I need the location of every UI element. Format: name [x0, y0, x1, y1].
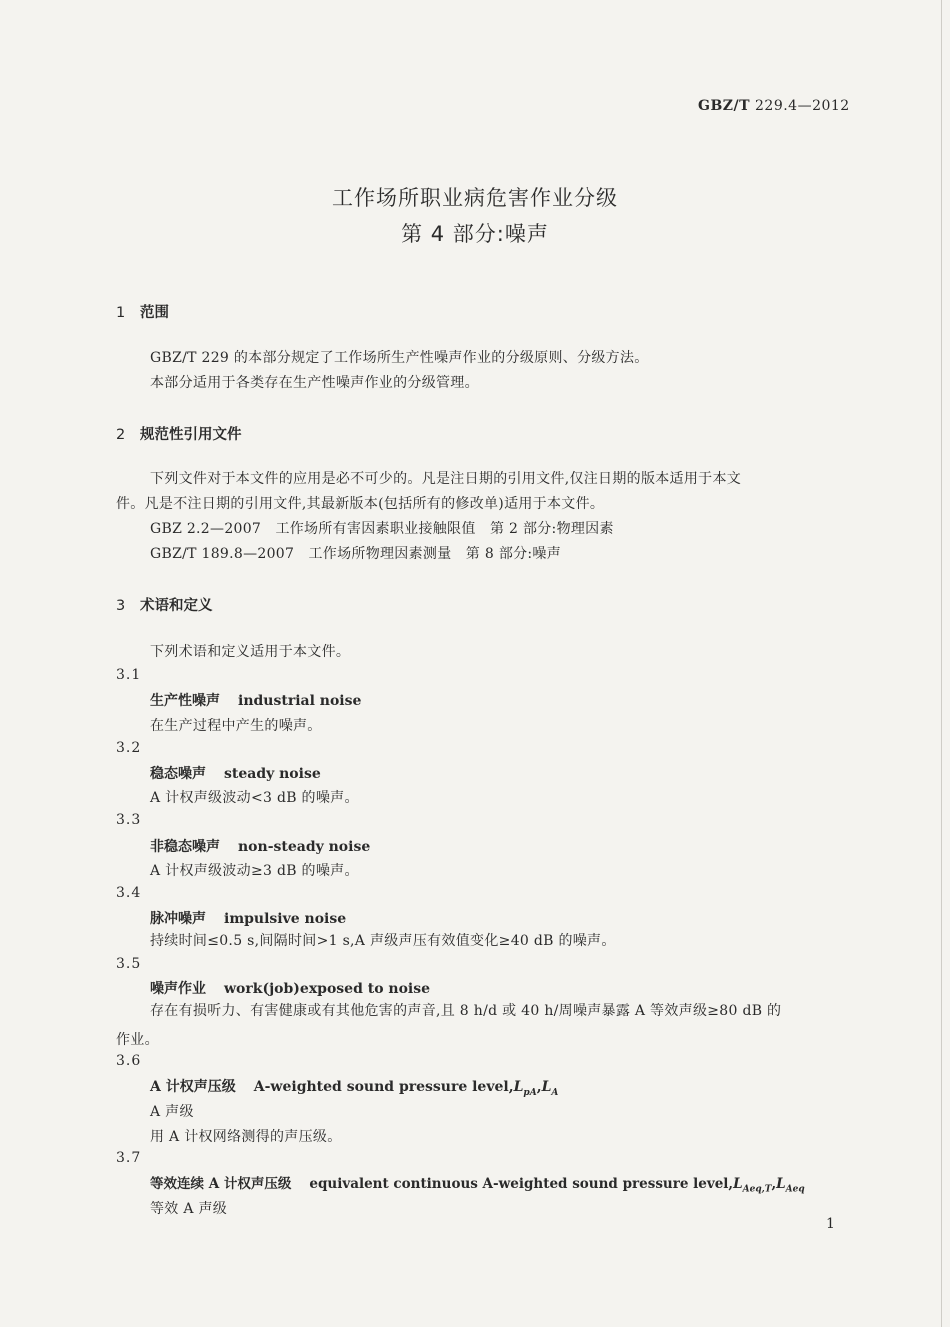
term-heading	[150, 690, 361, 710]
term-alt-name: A 声级	[150, 1104, 194, 1120]
term-zh: 生产性噪声	[150, 693, 220, 709]
reference-item: GBZ 2.2—2007 工作场所有害因素职业接触限值 第 2 部分:物理因素	[150, 521, 614, 537]
term-heading: 等效连续 A 计权声压级 equivalent continuous A-weighted sound pressure $level,L_{Aeq,T},L_{Aeq}$	[150, 1176, 805, 1195]
term-definition: 用 A 计权网络测得的声压级。	[150, 1129, 342, 1145]
standard-code-prefix: GBZ/T	[698, 98, 751, 114]
term-definition: 存在有损听力、有害健康或有其他危害的声音,且 8 h/d 或 40 h/周噪声暴露 A 等效声级≥80 dB 的	[150, 1003, 782, 1019]
term-number: 3.3	[116, 812, 142, 828]
term-heading: A 计权声压级 A-weighted sound pressure $level,L_{pA},L_A$	[150, 1079, 559, 1098]
term-symbol-subscript: Aeq	[785, 1184, 805, 1195]
term-symbol: L	[513, 1079, 524, 1095]
term-en: steady noise	[224, 766, 321, 782]
term-symbol-subscript: A	[551, 1087, 559, 1098]
term-symbol-subscript: Aeq,T	[742, 1184, 772, 1195]
term-en: industrial noise	[238, 693, 362, 709]
term-symbol: L	[733, 1176, 743, 1192]
term-heading	[150, 836, 370, 856]
section-heading-2	[116, 423, 242, 444]
term-zh: A 计权声压级	[150, 1079, 236, 1095]
term-number: 3.4	[116, 885, 142, 901]
term-en: non-steady noise	[238, 839, 371, 855]
term-number: 3.7	[116, 1150, 142, 1166]
standard-code-number: 229.4—2012	[755, 98, 850, 114]
term-number: 3.5	[116, 956, 142, 972]
standard-code	[698, 98, 850, 114]
doc-title-line1: 工作场所职业病危害作业分级	[332, 186, 618, 210]
term-en: equivalent continuous A-weighted sound pressure level,	[309, 1176, 734, 1192]
term-number: 3.1	[116, 667, 142, 683]
doc-title-line2: 第 4 部分:噪声	[401, 222, 549, 246]
section-number: 3	[116, 598, 126, 614]
term-en: work(job)exposed to noise	[224, 981, 431, 997]
term-heading	[150, 978, 430, 998]
term-definition: A 计权声级波动<3 dB 的噪声。	[150, 790, 359, 806]
term-heading	[150, 908, 346, 928]
term-symbol: L	[541, 1079, 552, 1095]
term-heading	[150, 763, 321, 783]
paragraph: 下列文件对于本文件的应用是必不可少的。凡是注日期的引用文件,仅注日期的版本适用于本文	[150, 471, 742, 487]
term-definition: 持续时间≤0.5 s,间隔时间>1 s,A 声级声压有效值变化≥40 dB 的噪声。	[150, 933, 616, 949]
section-heading-3	[116, 594, 213, 615]
paragraph: GBZ/T 229 的本部分规定了工作场所生产性噪声作业的分级原则、分级方法。	[150, 350, 649, 366]
term-zh: 等效连续 A 计权声压级	[150, 1176, 292, 1192]
paragraph: 件。凡是不注日期的引用文件,其最新版本(包括所有的修改单)适用于本文件。	[116, 496, 605, 512]
term-definition: A 计权声级波动≥3 dB 的噪声。	[150, 863, 359, 879]
paragraph: 本部分适用于各类存在生产性噪声作业的分级管理。	[150, 375, 479, 391]
section-number: 1	[116, 305, 126, 321]
section-number: 2	[116, 427, 126, 443]
term-symbol: L	[776, 1176, 786, 1192]
term-number: 3.2	[116, 740, 142, 756]
term-zh: 脉冲噪声	[150, 911, 206, 927]
section-title: 术语和定义	[140, 598, 213, 614]
reference-item: GBZ/T 189.8—2007 工作场所物理因素测量 第 8 部分:噪声	[150, 546, 562, 562]
term-definition: 作业。	[116, 1032, 159, 1048]
term-symbol-subscript: pA	[523, 1087, 537, 1098]
term-zh: 非稳态噪声	[150, 839, 220, 855]
section-title: 范围	[140, 305, 169, 321]
term-zh: 噪声作业	[150, 981, 206, 997]
term-alt-name: 等效 A 声级	[150, 1201, 228, 1217]
page-number: 1	[826, 1216, 835, 1232]
section-title: 规范性引用文件	[140, 427, 242, 443]
term-zh: 稳态噪声	[150, 766, 206, 782]
term-en: A-weighted sound pressure level,	[253, 1079, 514, 1095]
term-en: impulsive noise	[224, 911, 347, 927]
term-number: 3.6	[116, 1053, 142, 1069]
section-heading-1	[116, 301, 169, 322]
paragraph: 下列术语和定义适用于本文件。	[150, 644, 351, 660]
term-definition: 在生产过程中产生的噪声。	[150, 718, 322, 734]
